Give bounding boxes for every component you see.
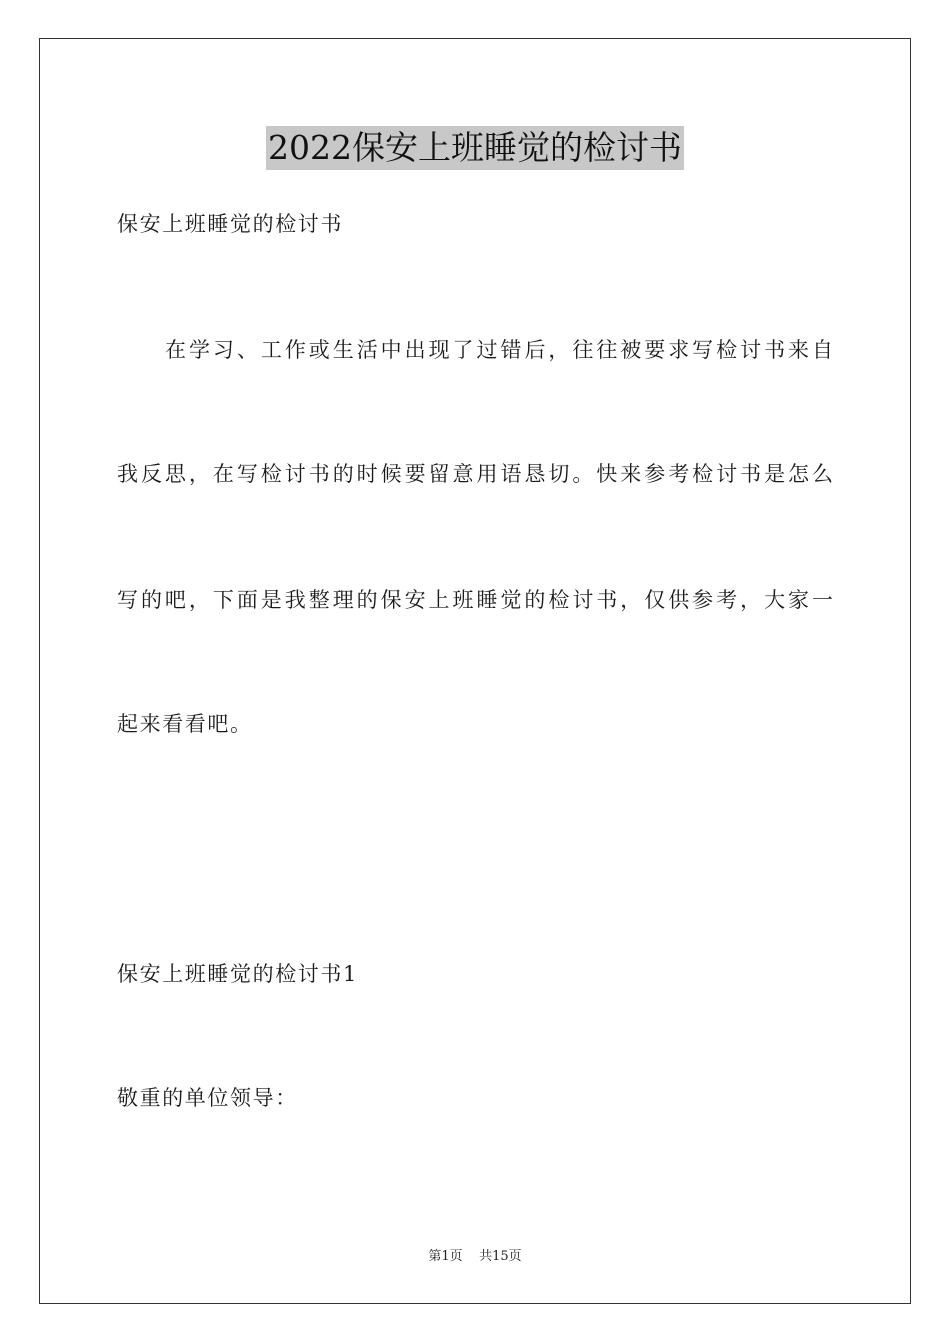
section-heading: 保安上班睡觉的检讨书1	[117, 962, 358, 986]
intro-line-2: 我反思，在写检讨书的时候要留意用语恳切。快来参考检讨书是怎么	[117, 462, 833, 486]
title-container	[0, 126, 950, 170]
document-subtitle: 保安上班睡觉的检讨书	[117, 212, 343, 236]
intro-line-3: 写的吧，下面是我整理的保安上班睡觉的检讨书，仅供参考，大家一	[117, 588, 833, 612]
document-title: 2022保安上班睡觉的检讨书	[266, 126, 684, 170]
intro-line-1: 在学习、工作或生活中出现了过错后，往往被要求写检讨书来自	[165, 338, 833, 362]
intro-line-4: 起来看看吧。	[117, 712, 253, 736]
page-number: 第1页	[428, 1249, 463, 1264]
page-total: 共15页	[479, 1249, 522, 1264]
salutation: 敬重的单位领导：	[117, 1086, 298, 1110]
page-footer	[0, 1248, 950, 1266]
